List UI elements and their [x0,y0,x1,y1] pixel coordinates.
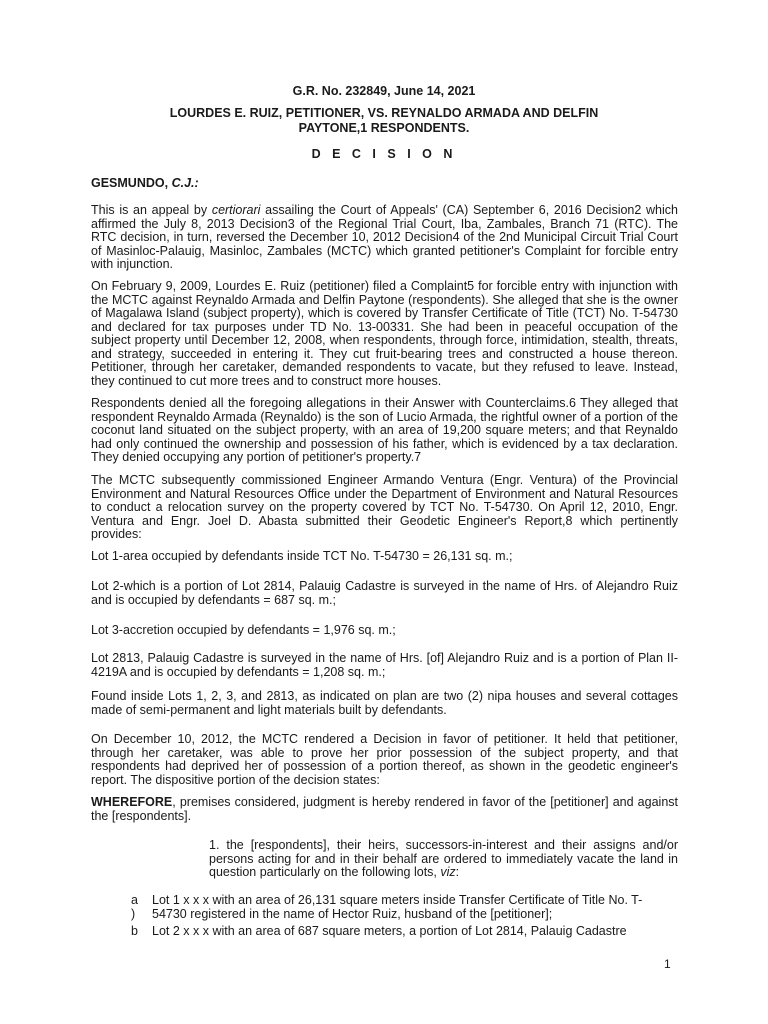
paragraph-3: Respondents denied all the foregoing allegations in their Answer with Counterclaims.6 They alleged that respondent Reynaldo Armada (Reynaldo) is the son of Lucio Armada, the rightful owner of a portion of the coconut land situated on the subject property, with an area of 19,200 square meters; and that Reynaldo had only continued the ownership and possession of his father, which is evidenced by a tax declaration. They denied occupying any portion of petitioner's property.7 [91,396,678,464]
sub-item-label-b: b [131,924,138,938]
paragraph-5: On December 10, 2012, the MCTC rendered a Decision in favor of petitioner. It held that petitioner, through her caretaker, was able to prove her prior possession of the subject property, and that respondents had deprived her of possession of a portion thereof, as shown in the geodetic engineer's report. The dispositive portion of the decision states: [91,732,678,787]
lot-1-entry: Lot 1-area occupied by defendants inside TCT No. T-54730 = 26,131 sq. m.; [91,549,513,563]
paragraph-2: On February 9, 2009, Lourdes E. Ruiz (petitioner) filed a Complaint5 for forcible entry with injunction with the MCTC against Reynaldo Armada and Delfin Paytone (respondents). She alleged that she is the owner of Magalawa Island (subject property), which is covered by Transfer Certificate of Title (TCT) No. T-54730 and declared for tax purposes under TD No. 13-00331. She had been in peaceful occupation of the subject property until December 12, 2008, when respondents, through force, intimidation, stealth, threats, and strategy, succeeded in entering it. They cut fruit-bearing trees and constructed a house thereon. Petitioner, through her caretaker, demanded respondents to vacate, but they refused to leave. Instead, they continued to cut more trees and to construct more houses. [91,279,678,388]
paragraph-1: This is an appeal by certiorari assailing the Court of Appeals' (CA) September 6, 2016 Decision2 which affirmed the July 8, 2013 Decision3 of the Regional Trial Court, Iba, Zambales, Branch 71 (RTC). The RTC decision, in turn, reversed the December 10, 2012 Decision4 of the 2nd Municipal Circuit Trial Court of Masinloc-Palauig, Masinloc, Zambales (MCTC) which granted petitioner's Complaint for forcible entry with injunction. [91,203,678,271]
sub-item-text-a: Lot 1 x x x with an area of 26,131 square meters inside Transfer Certificate of Title No. T-54730 registered in the name of Hector Ruiz, husband of the [petitioner]; [152,893,643,921]
lot-2813-entry: Lot 2813, Palauig Cadastre is surveyed in the name of Hrs. [of] Alejandro Ruiz and is a portion of Plan II-4219A and is occupied by defendants = 1,208 sq. m.; [91,651,678,679]
wherefore-paragraph: WHEREFORE, premises considered, judgment is hereby rendered in favor of the [petitioner] and against the [respondents]. [91,795,678,823]
decision-heading: D E C I S I O N [311,147,457,161]
sub-item-text-b: Lot 2 x x x with an area of 687 square meters, a portion of Lot 2814, Palauig Cadastre [152,924,627,938]
lot-2-entry: Lot 2-which is a portion of Lot 2814, Palauig Cadastre is surveyed in the name of Hrs. of Alejandro Ruiz and is occupied by defendants = 687 sq. m.; [91,579,678,607]
ponente [91,176,199,190]
found-paragraph: Found inside Lots 1, 2, 3, and 2813, as indicated on plan are two (2) nipa houses and several cottages made of semi-permanent and light materials built by defendants. [91,689,678,717]
ponente-name: GESMUNDO, [91,176,169,190]
lot-3-entry: Lot 3-accretion occupied by defendants = 1,976 sq. m.; [91,623,396,637]
paragraph-4: The MCTC subsequently commissioned Engineer Armando Ventura (Engr. Ventura) of the Provincial Environment and Natural Resources Office under the Department of Environment and Natural Resources to conduct a relocation survey on the property covered by TCT No. T-54730. On April 12, 2010, Engr. Ventura and Engr. Joel D. Abasta submitted their Geodetic Engineer's Report,8 which pertinently provides: [91,473,678,541]
dispositive-item-1: 1. the [respondents], their heirs, successors-in-interest and their assigns and/or persons acting for and in their behalf are ordered to immediately vacate the land in question particularly on the following lots, viz: [209,838,678,879]
sub-item-label-a: a ) [131,893,138,921]
ponente-title: C.J.: [171,176,199,190]
case-number: G.R. No. 232849, June 14, 2021 [292,84,476,98]
page-number: 1 [664,957,671,971]
case-parties: LOURDES E. RUIZ, PETITIONER, VS. REYNALDO ARMADA AND DELFIN PAYTONE,1 RESPONDENTS. [169,106,599,135]
